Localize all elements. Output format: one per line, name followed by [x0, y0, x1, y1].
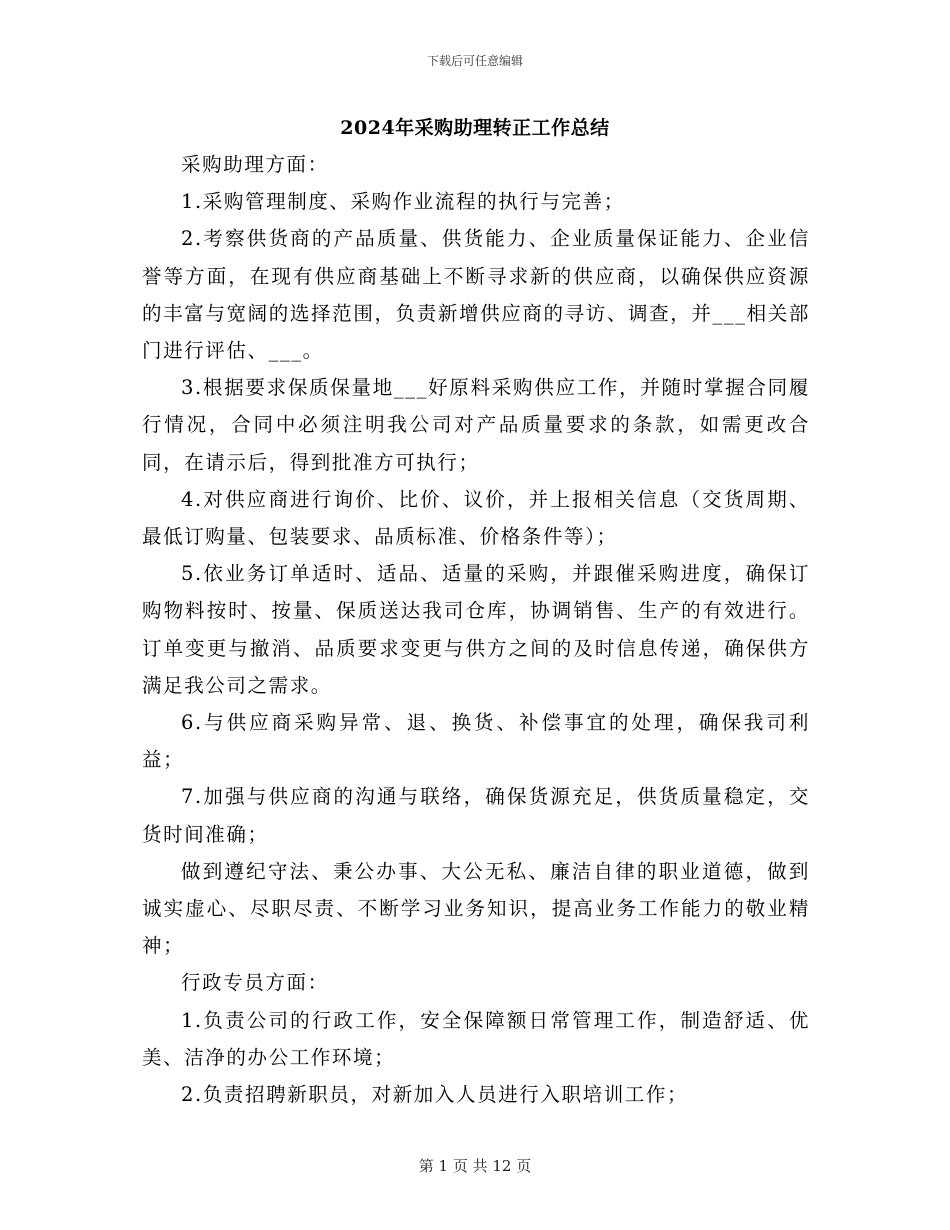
paragraph-item: 2.负责招聘新职员，对新加入人员进行入职培训工作；	[181, 1083, 689, 1107]
paragraph-item: 3.根据要求保质保量地___好原料采购供应工作，并随时掌握合同履行情况，合同中必须注明我公司对产品质量要求的条款，如需更改合同，在请示后，得到批准方可执行；	[142, 376, 810, 474]
paragraph-ethics: 做到遵纪守法、秉公办事、大公无私、廉洁自律的职业道德，做到诚实虚心、尽职尽责、不断学习业务知识，提高业务工作能力的敬业精神；	[142, 859, 810, 958]
page-header-note: 下载后可任意编辑	[426, 54, 523, 68]
paragraph-item: 7.加强与供应商的沟通与联络，确保货源充足，供货质量稳定，交货时间准确；	[142, 785, 810, 846]
paragraph-item: 5.依业务订单适时、适品、适量的采购，并跟催采购进度，确保订购物料按时、按量、保质送达我司仓库，协调销售、生产的有效进行。订单变更与撤消、品质要求变更与供方之间的及时信息传递，确保供方满足我公司之需求。	[142, 562, 810, 697]
paragraph-section-heading-purchasing: 采购助理方面：	[181, 153, 329, 176]
document-title: 2024年采购助理转正工作总结	[340, 117, 610, 139]
paragraph-section-heading-admin: 行政专员方面：	[181, 971, 329, 995]
paragraph-item: 4.对供应商进行询价、比价、议价，并上报相关信息（交货周期、最低订购量、包装要求、品质标准、价格条件等）；	[142, 487, 810, 549]
document-body	[142, 146, 810, 1113]
page-number-footer: 第 1 页 共 12 页	[418, 1157, 532, 1175]
paragraph-item: 1.采购管理制度、采购作业流程的执行与完善；	[181, 190, 625, 214]
paragraph-item: 6.与供应商采购异常、退、换货、补偿事宜的处理，确保我司利益；	[142, 711, 810, 772]
paragraph-item: 1.负责公司的行政工作，安全保障额日常管理工作，制造舒适、优美、洁净的办公工作环境；	[142, 1008, 810, 1069]
paragraph-item: 2.考察供货商的产品质量、供货能力、企业质量保证能力、企业信誉等方面，在现有供应商基础上不断寻求新的供应商，以确保供应资源的丰富与宽阔的选择范围，负责新增供应商的寻访、调查，并___相关部门进行评估、___。	[142, 227, 810, 363]
